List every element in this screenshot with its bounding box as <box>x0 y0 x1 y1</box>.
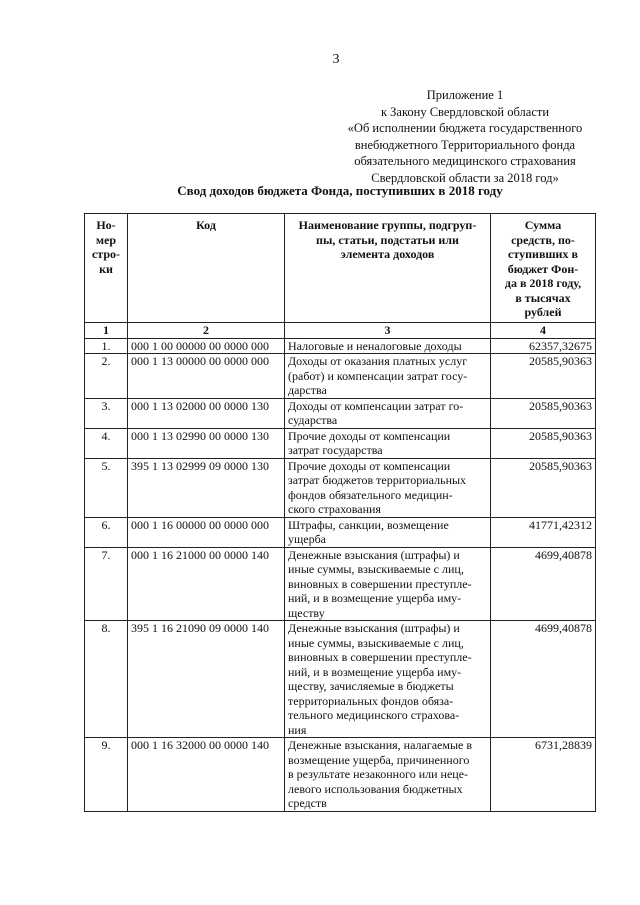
text-line: Но- <box>96 218 116 232</box>
text-line: Доходы от компенсации затрат го- <box>288 398 464 413</box>
text-line: Наименование группы, подгруп- <box>298 218 477 232</box>
row-number: 9. <box>85 738 128 812</box>
text-line: иные суммы, взыскиваемые с лиц, <box>288 635 464 650</box>
revenue-code: 395 1 16 21090 09 0000 140 <box>128 621 285 738</box>
revenue-amount: 20585,90363 <box>491 398 596 428</box>
table-row <box>85 458 596 517</box>
text-line: ний, и в возмещение ущерба иму- <box>288 664 462 679</box>
revenue-code: 000 1 16 21000 00 0000 140 <box>128 547 285 621</box>
column-index: 3 <box>285 322 491 338</box>
revenue-name <box>285 517 491 547</box>
revenue-amount: 20585,90363 <box>491 428 596 458</box>
page-number: 3 <box>332 52 340 67</box>
text-line: Прочие доходы от компенсации <box>288 458 451 473</box>
appendix-header <box>330 87 600 186</box>
header-code <box>128 214 285 323</box>
row-number: 4. <box>85 428 128 458</box>
revenue-code: 000 1 00 00000 00 0000 000 <box>128 338 285 354</box>
revenue-table <box>84 213 596 812</box>
text-line: бюджет Фон- <box>507 261 579 276</box>
row-number: 1. <box>85 338 128 354</box>
text-line: ущерба <box>288 532 326 546</box>
table-row <box>85 738 596 812</box>
row-number: 6. <box>85 517 128 547</box>
header-name <box>285 214 491 323</box>
text-line: левого использования бюджетных <box>288 781 463 796</box>
text-line: территориальных фондов обяза- <box>288 693 454 708</box>
text-line: Сумма <box>524 218 562 232</box>
text-line: да в 2018 году, <box>504 276 582 290</box>
text-line: рублей <box>524 305 562 319</box>
revenue-amount: 62357,32675 <box>491 338 596 354</box>
text-line: ществу <box>288 605 325 620</box>
appendix-line: обязательного медицинского страхования <box>354 154 576 168</box>
text-line: средств <box>288 796 327 810</box>
text-line: Денежные взыскания (штрафы) и <box>288 621 460 635</box>
appendix-line: Свердловской области за 2018 год» <box>371 170 559 185</box>
text-line: тельного медицинского страхова- <box>288 708 460 722</box>
revenue-code: 000 1 16 00000 00 0000 000 <box>128 517 285 547</box>
revenue-code: 000 1 13 00000 00 0000 000 <box>128 354 285 399</box>
revenue-name <box>285 354 491 399</box>
row-number: 7. <box>85 547 128 621</box>
revenue-name <box>285 458 491 517</box>
revenue-amount: 6731,28839 <box>491 738 596 812</box>
header-row <box>85 214 596 323</box>
text-line: (работ) и компенсации затрат госу- <box>288 368 468 383</box>
text-line: Прочие доходы от компенсации <box>288 428 451 443</box>
text-line: средств, по- <box>511 232 575 247</box>
table-row <box>85 428 596 458</box>
revenue-name <box>285 338 491 354</box>
text-line: в тысячах <box>515 290 571 305</box>
row-number: 5. <box>85 458 128 517</box>
text-line: дарства <box>288 383 327 397</box>
revenue-amount: 41771,42312 <box>491 517 596 547</box>
column-index-row <box>85 322 596 338</box>
table-row <box>85 621 596 738</box>
header-row-number <box>85 214 128 323</box>
text-line: Денежные взыскания, налагаемые в <box>288 738 473 752</box>
revenue-code: 000 1 13 02990 00 0000 130 <box>128 428 285 458</box>
text-line: возмещение ущерба, причиненного <box>288 752 470 767</box>
table-row <box>85 338 596 354</box>
revenue-amount: 4699,40878 <box>491 547 596 621</box>
appendix-line: Приложение 1 <box>426 88 504 102</box>
text-line: пы, статьи, подстатьи или <box>316 232 459 247</box>
text-line: затрат государства <box>288 443 383 457</box>
text-line: затрат бюджетов территориальных <box>288 473 467 487</box>
appendix-line: к Закону Свердловской области <box>380 104 550 119</box>
appendix-line: внебюджетного Территориального фонда <box>354 137 576 152</box>
text-line: Доходы от оказания платных услуг <box>288 354 468 368</box>
revenue-amount: 4699,40878 <box>491 621 596 738</box>
text-line: фондов обязательного медицин- <box>288 487 453 502</box>
text-line: ступивших в <box>508 247 578 261</box>
revenue-name <box>285 738 491 812</box>
text-line: иные суммы, взыскиваемые с лиц, <box>288 562 464 576</box>
text-line: ния <box>288 722 307 737</box>
document-title: Свод доходов бюджета Фонда, поступивших в 2018 году <box>177 183 503 198</box>
text-line: ки <box>99 261 113 276</box>
text-line: стро- <box>91 247 121 261</box>
table-row <box>85 354 596 399</box>
text-line: Штрафы, санкции, возмещение <box>288 517 449 532</box>
text-line: Налоговые и неналоговые доходы <box>288 338 462 353</box>
column-index: 1 <box>85 322 128 338</box>
revenue-name <box>285 547 491 621</box>
revenue-code: 395 1 13 02999 09 0000 130 <box>128 458 285 517</box>
text-line: сударства <box>288 413 338 427</box>
text-line: ществу, зачисляемые в бюджеты <box>288 679 454 693</box>
text-line: ского страхования <box>288 502 381 516</box>
text-line: виновных в совершении преступле- <box>288 650 472 664</box>
column-index: 4 <box>491 322 596 338</box>
text-line: мер <box>95 232 117 247</box>
table-row <box>85 547 596 621</box>
revenue-name <box>285 621 491 738</box>
appendix-line: «Об исполнении бюджета государственного <box>347 121 583 135</box>
column-index: 2 <box>128 322 285 338</box>
text-line: виновных в совершении преступле- <box>288 576 472 591</box>
text-line: элемента доходов <box>340 247 435 261</box>
revenue-name <box>285 398 491 428</box>
row-number: 8. <box>85 621 128 738</box>
text-line: ний, и в возмещение ущерба иму- <box>288 591 462 605</box>
text-line: в результате незаконного или неце- <box>288 767 469 781</box>
text-line: Денежные взыскания (штрафы) и <box>288 547 460 562</box>
table-row <box>85 517 596 547</box>
revenue-name <box>285 428 491 458</box>
revenue-amount: 20585,90363 <box>491 458 596 517</box>
row-number: 3. <box>85 398 128 428</box>
text-line: Код <box>196 218 216 232</box>
revenue-code: 000 1 13 02000 00 0000 130 <box>128 398 285 428</box>
revenue-amount: 20585,90363 <box>491 354 596 399</box>
revenue-code: 000 1 16 32000 00 0000 140 <box>128 738 285 812</box>
table-row <box>85 398 596 428</box>
header-sum <box>491 214 596 323</box>
row-number: 2. <box>85 354 128 399</box>
